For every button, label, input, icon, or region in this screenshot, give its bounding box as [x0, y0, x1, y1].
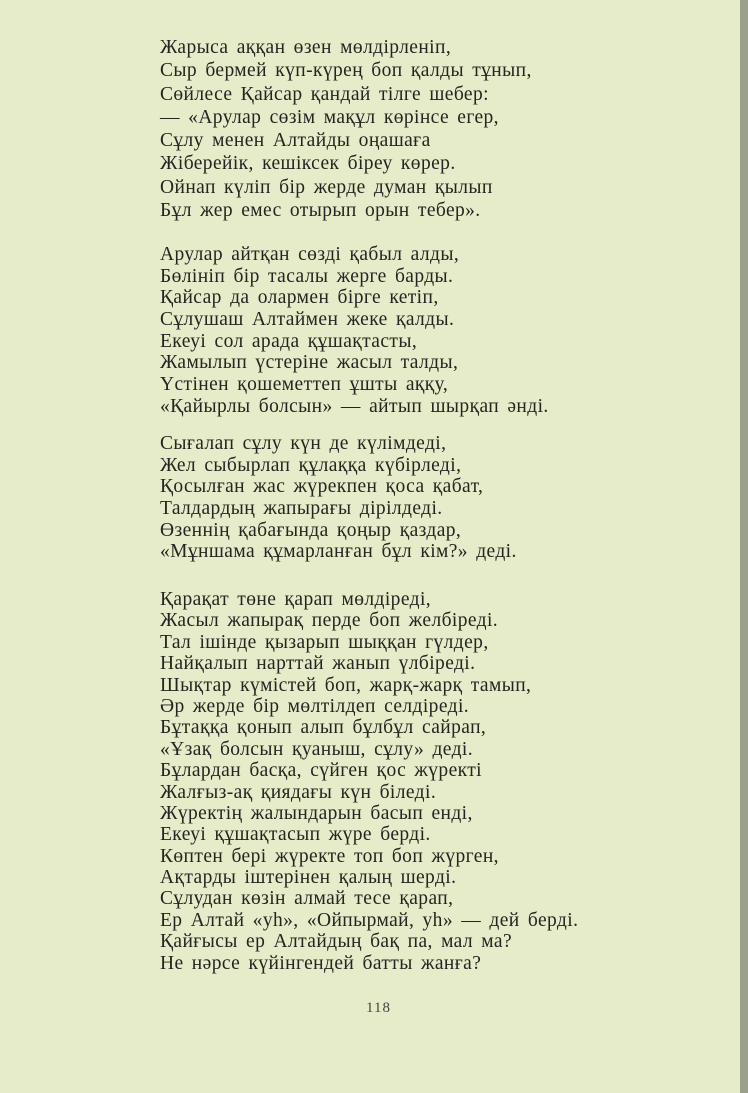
verse-line: Бұл жер емес отырып орын тебер». — [160, 200, 481, 222]
verse-line: Сөйлесе Қайсар қандай тілге шебер: — [160, 83, 489, 105]
verse-line: Арулар айтқан сөзді қабыл алды, — [160, 244, 460, 265]
verse-line: Жіберейік, кешіксек біреу көрер. — [160, 153, 456, 175]
verse-line: Не нәрсе күйінгендей батты жанға? — [160, 952, 482, 974]
verse-line: Бөлініп бір тасалы жерге барды. — [160, 265, 454, 287]
verse-line: «Қайырлы болсын» — айтып шырқап әнді. — [160, 395, 549, 417]
page-number: 118 — [366, 1000, 391, 1016]
verse-line: Сыр бермей күп-күрең боп қалды тұнып, — [160, 60, 532, 82]
verse-line: Үстінен қошеметтеп ұшты аққу, — [160, 374, 449, 396]
verse-line: Ойнап күліп бір жерде думан қылып — [160, 176, 493, 198]
verse-line: Өзеннің қабағында қоңыр қаздар, — [160, 519, 462, 541]
stanza-2 — [160, 244, 549, 418]
stanza-4 — [160, 589, 578, 974]
verse-line: Қосылған жас жүрекпен қоса қабат, — [160, 476, 484, 498]
verse-line: Жасыл жапырақ перде боп желбіреді. — [160, 610, 499, 632]
verse-line: Сұлудан көзін алмай тесе қарап, — [160, 888, 454, 910]
verse-line: Көптен бері жүректе топ боп жүрген, — [160, 845, 499, 867]
verse-line: Талдардың жапырағы дірілдеді. — [160, 498, 443, 520]
verse-line: Бұтаққа қонып алып бұлбұл сайрап, — [160, 717, 487, 739]
verse-line: Ақтарды іштерінен қалың шерді. — [160, 867, 457, 889]
verse-line: Найқалып нарттай жанып үлбіреді. — [160, 653, 476, 675]
verse-line: Қарақат төне қарап мөлдіреді, — [160, 589, 432, 610]
verse-line: Шықтар күмістей боп, жарқ-жарқ тамып, — [160, 674, 532, 696]
verse-line: Сұлу менен Алтайды оңашаға — [160, 130, 431, 152]
verse-line: Екеуі құшақтасып жүре берді. — [160, 824, 431, 846]
verse-line: Сұлушаш Алтаймен жеке қалды. — [160, 309, 455, 331]
verse-line: Тал ішінде қызарып шыққан гүлдер, — [160, 631, 489, 653]
verse-line: Қайсар да олармен бірге кетіп, — [160, 287, 439, 309]
verse-line: Сығалап сұлу күн де күлімдеді, — [160, 433, 447, 454]
verse-line: Бұлардан басқа, сүйген қос жүректі — [160, 760, 482, 782]
page-edge-shadow — [740, 0, 748, 1093]
verse-line: Жүректің жалындарын басып енді, — [160, 802, 473, 824]
verse-line: — «Арулар сөзім мақұл көрінсе егер, — [160, 106, 499, 128]
stanza-3 — [160, 433, 517, 563]
verse-line: Ер Алтай «уһ», «Ойпырмай, уһ» — дей берді. — [160, 909, 579, 931]
verse-line: «Мұншама құмарланған бұл кім?» деді. — [160, 541, 517, 563]
verse-line: Әр жерде бір мөлтілдеп селдіреді. — [160, 695, 470, 717]
verse-line: Жел сыбырлап құлаққа күбірледі, — [160, 454, 462, 476]
verse-line: Қайғысы ер Алтайдың бақ па, мал ма? — [160, 931, 513, 953]
verse-line: Екеуі сол арада құшақтасты, — [160, 330, 418, 352]
verse-line: Жалғыз-ақ қиядағы күн біледі. — [160, 781, 437, 803]
stanza-1 — [160, 36, 532, 222]
verse-line: Жарыса аққан өзен мөлдірленіп, — [160, 37, 452, 58]
verse-line: Жамылып үстеріне жасыл талды, — [160, 352, 459, 374]
verse-line: «Ұзақ болсын қуаныш, сұлу» деді. — [160, 738, 474, 760]
